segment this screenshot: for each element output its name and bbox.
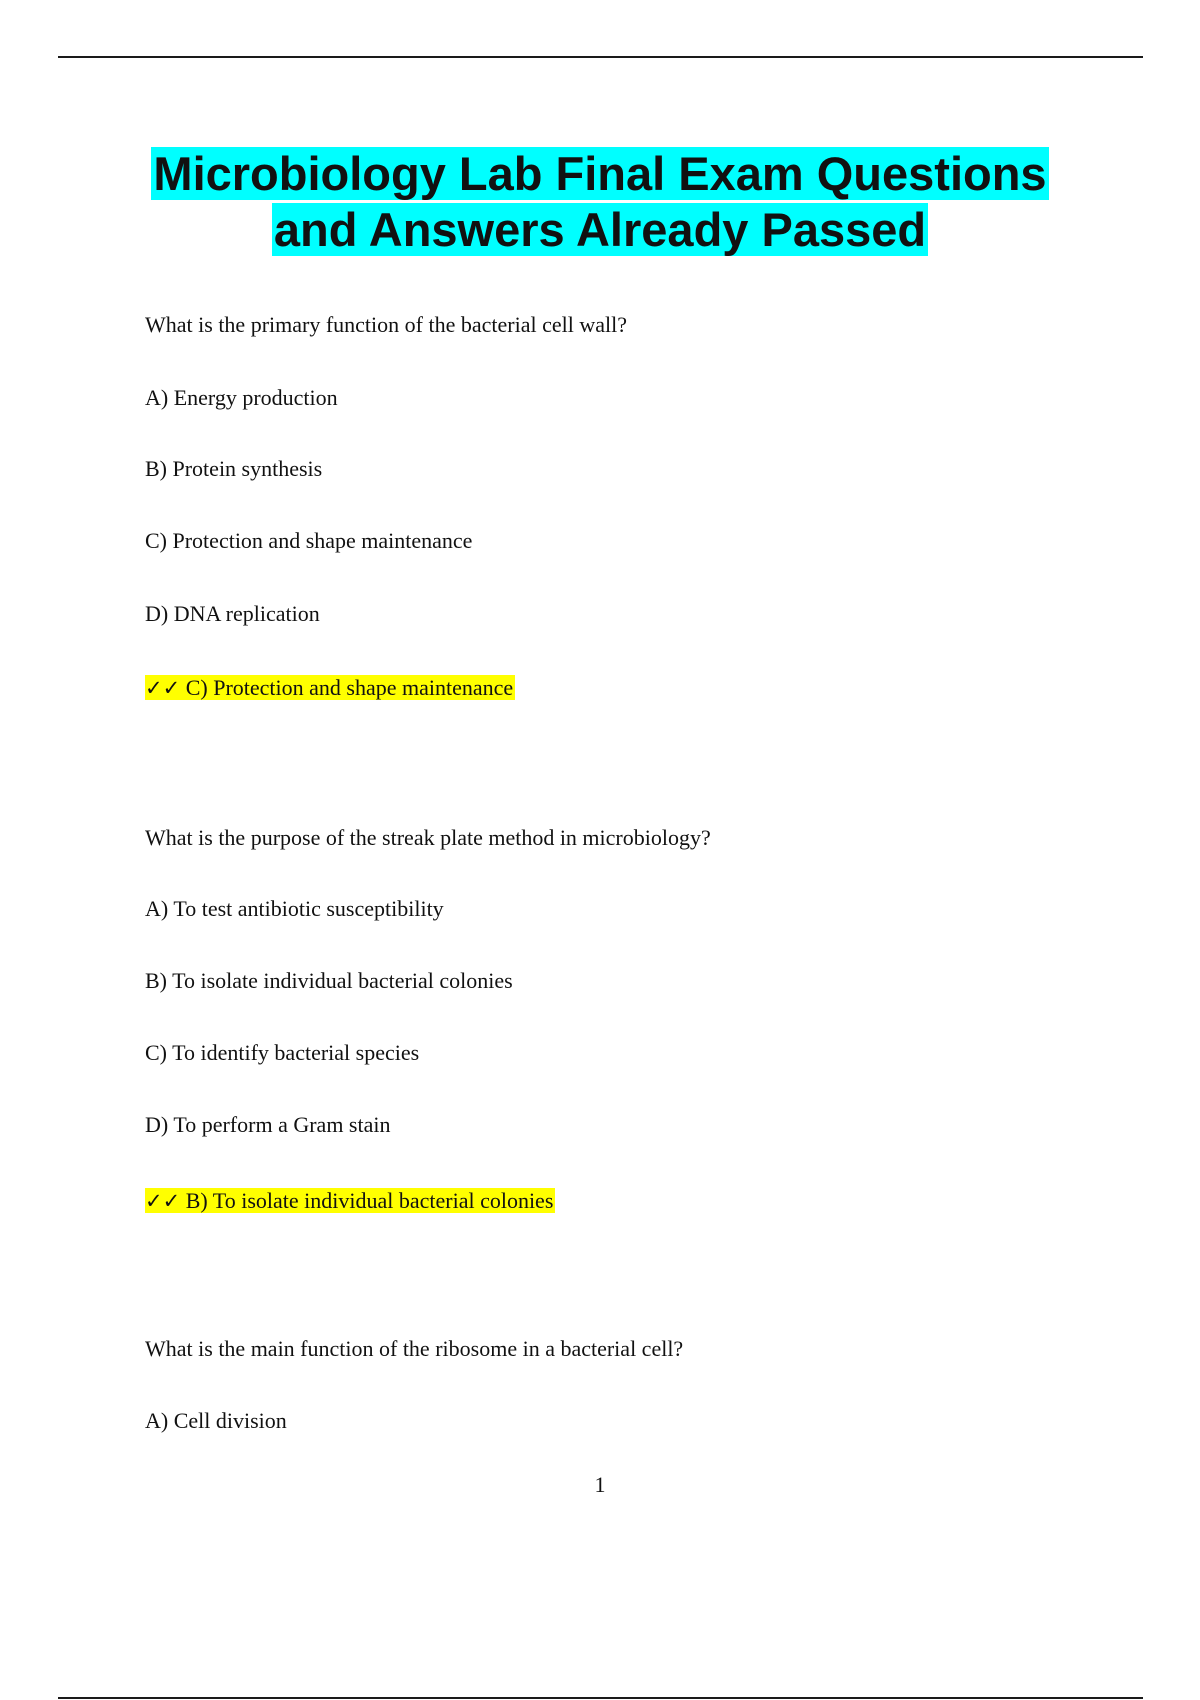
question-2-answer — [145, 1186, 555, 1216]
question-1-option-b: B) Protein synthesis — [145, 456, 323, 481]
question-2-option-a: A) To test antibiotic susceptibility — [145, 896, 444, 921]
answer-highlight — [145, 1188, 555, 1213]
question-1-option-d: D) DNA replication — [145, 601, 320, 626]
answer-highlight — [145, 675, 515, 700]
document-title — [0, 146, 1200, 258]
question-2-text: What is the purpose of the streak plate method in microbiology? — [145, 825, 711, 850]
title-line-2: and Answers Already Passed — [273, 203, 927, 256]
question-2-answer-text: B) To isolate individual bacterial colonies — [185, 1188, 554, 1213]
question-1-answer — [145, 673, 515, 703]
double-check-icon: ✓✓ — [145, 676, 181, 700]
top-rule — [58, 56, 1143, 58]
question-3-text: What is the main function of the ribosome in a bacterial cell? — [145, 1336, 684, 1361]
title-line-1: Microbiology Lab Final Exam Questions — [153, 147, 1047, 200]
question-3-option-a: A) Cell division — [145, 1408, 287, 1433]
bottom-rule — [58, 1697, 1143, 1699]
question-1-option-a: A) Energy production — [145, 385, 338, 410]
question-2-option-d: D) To perform a Gram stain — [145, 1112, 391, 1137]
question-2-option-b: B) To isolate individual bacterial colonies — [145, 968, 513, 993]
question-1-answer-text: C) Protection and shape maintenance — [185, 675, 514, 700]
double-check-icon: ✓✓ — [145, 1189, 181, 1213]
page-number: 1 — [594, 1472, 606, 1497]
question-1-option-c: C) Protection and shape maintenance — [145, 528, 473, 553]
question-2-option-c: C) To identify bacterial species — [145, 1040, 420, 1065]
question-1-text: What is the primary function of the bacterial cell wall? — [145, 312, 627, 337]
